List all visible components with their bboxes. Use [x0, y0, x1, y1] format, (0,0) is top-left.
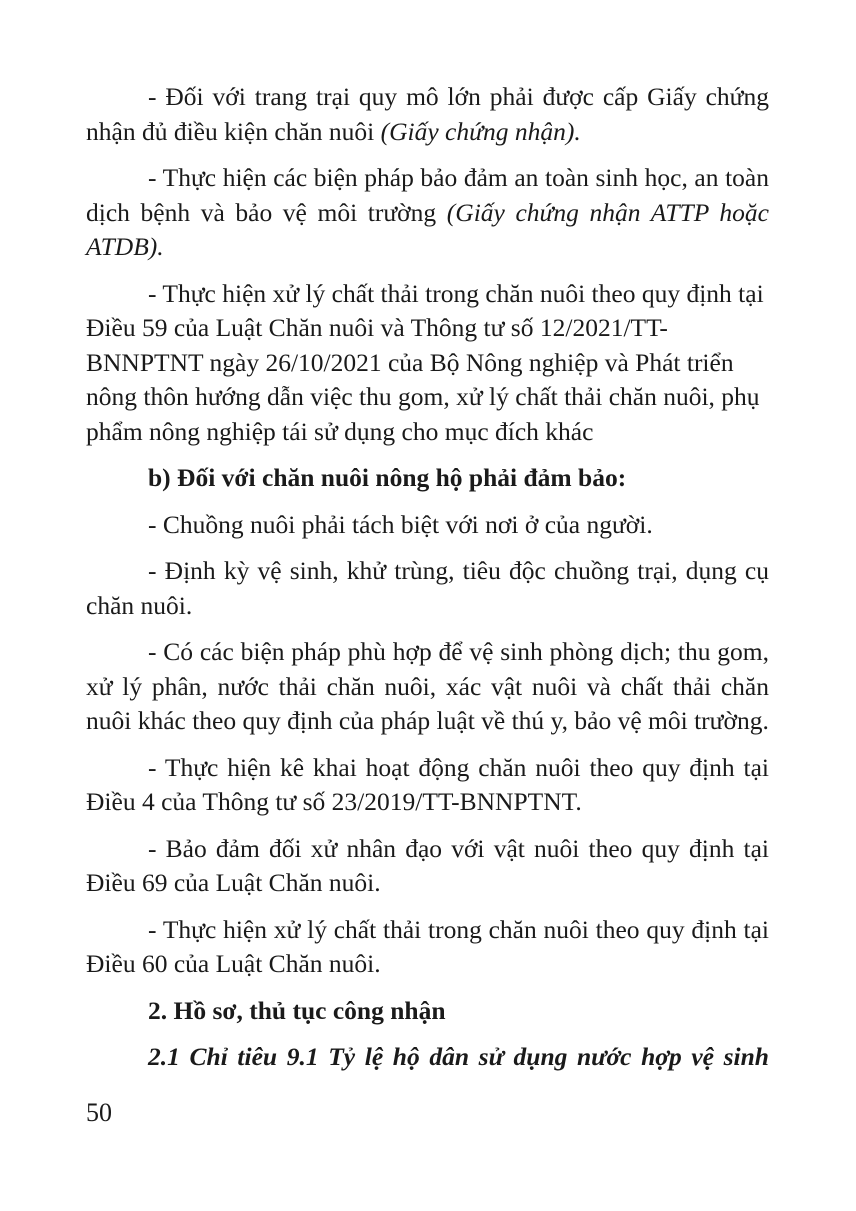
paragraph-separate-barn: - Chuồng nuôi phải tách biệt với nơi ở của người.: [148, 509, 653, 539]
page-number: 50: [86, 1098, 112, 1127]
section-heading-household: b) Đối với chăn nuôi nông hộ phải đảm bảo:: [148, 463, 627, 492]
paragraph-periodic-sanitation: - Định kỳ vệ sinh, khử trùng, tiêu độc chuồng trại, dụng cụ chăn nuôi.: [86, 556, 769, 620]
section-heading-dossier: 2. Hồ sơ, thủ tục công nhận: [148, 995, 446, 1025]
paragraph-humane-treatment: - Bảo đảm đối xử nhân đạo với vật nuôi theo quy định tại Điều 69 của Luật Chăn nuôi.: [86, 833, 769, 897]
paragraph-waste-treatment-60: - Thực hiện xử lý chất thải trong chăn nuôi theo quy định tại Điều 60 của Luật Chăn nuôi.: [86, 914, 769, 978]
paragraph-disease-prevention: - Có các biện pháp phù hợp để vệ sinh phòng dịch; thu gom, xử lý phân, nước thải chăn nuôi, xác vật nuôi và chất thải chăn nuôi khác theo quy định của pháp luật về thú y, bảo vệ môi trường.: [86, 637, 769, 735]
biosafety-note: (Giấy chứng nhận ATTP hoặc ATDB).: [86, 197, 769, 261]
paragraph-farm-certificate: - Đối với trang trại quy mô lớn phải được cấp Giấy chứng nhận đủ điều kiện chăn nuôi (Giấy chứng nhận).: [86, 82, 769, 146]
page-body: [86, 80, 769, 1087]
subsection-heading-9-1: 2.1 Chỉ tiêu 9.1 Tỷ lệ hộ dân sử dụng nước hợp vệ sinh: [148, 1042, 769, 1071]
paragraph-waste-treatment-59: - Thực hiện xử lý chất thải trong chăn nuôi theo quy định tại Điều 59 của Luật Chăn nuôi và Thông tư số 12/2021/TT-BNNPTNT ngày 26/10/2021 của Bộ Nông nghiệp và Phát triển nông thôn hướng dẫn việc thu gom, xử lý chất thải chăn nuôi, phụ phẩm nông nghiệp tái sử dụng cho mục đích khác: [86, 278, 764, 446]
paragraph-biosafety: - Thực hiện các biện pháp bảo đảm an toàn sinh học, an toàn dịch bệnh và bảo vệ môi trường (Giấy chứng nhận ATTP hoặc ATDB).: [86, 163, 769, 261]
certificate-note: (Giấy chứng nhận).: [380, 116, 581, 146]
paragraph-declaration: - Thực hiện kê khai hoạt động chăn nuôi theo quy định tại Điều 4 của Thông tư số 23/2019/TT-BNNPTNT.: [86, 752, 769, 816]
